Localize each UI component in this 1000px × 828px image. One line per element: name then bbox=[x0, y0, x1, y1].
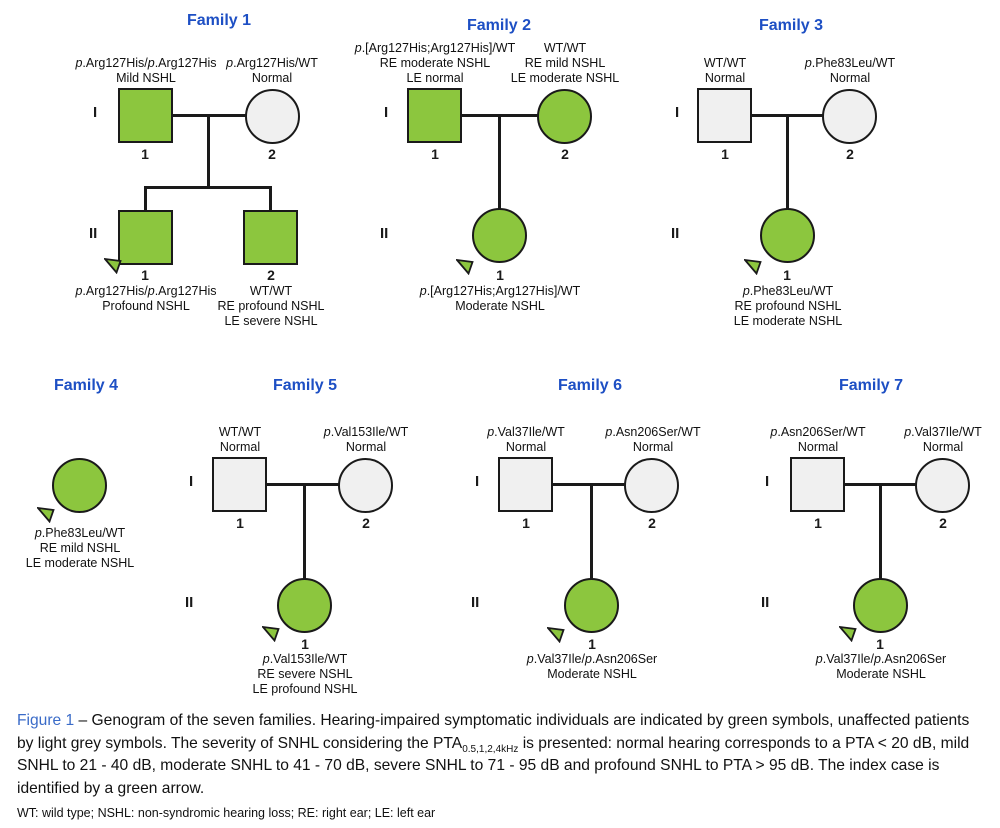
person-II-1-symbol bbox=[853, 578, 908, 633]
child-line bbox=[144, 187, 147, 211]
person-number: 2 bbox=[846, 146, 854, 162]
generation-label-I: I bbox=[93, 104, 98, 121]
person-II-1-symbol bbox=[277, 578, 332, 633]
family-title: Family 4 bbox=[53, 377, 119, 394]
descent-line bbox=[786, 115, 789, 209]
index-case-arrow-icon bbox=[456, 257, 474, 275]
genotype-label: WT/WT bbox=[703, 56, 747, 70]
phenotype-label: Moderate NSHL bbox=[836, 667, 926, 681]
person-I-2-symbol bbox=[338, 458, 393, 513]
genotype-label: p.[Arg127His;Arg127His]/WT bbox=[354, 41, 516, 55]
person-I-1-symbol bbox=[498, 457, 553, 512]
person-II-1-label bbox=[791, 652, 971, 682]
phenotype-label: Normal bbox=[922, 440, 964, 454]
person-number: 2 bbox=[268, 146, 276, 162]
person-II-1-label bbox=[698, 284, 878, 329]
index-case-arrow-icon bbox=[839, 624, 857, 642]
phenotype-label: LE profound NSHL bbox=[252, 682, 358, 696]
family-title: Family 2 bbox=[466, 17, 532, 34]
genotype-label: p.Val153Ile/WT bbox=[323, 425, 409, 439]
person-number: 1 bbox=[431, 146, 439, 162]
descent-line bbox=[498, 115, 501, 209]
person-I-2-label bbox=[853, 425, 1000, 455]
phenotype-label: Normal bbox=[632, 440, 674, 454]
index-case-arrow-icon bbox=[37, 505, 55, 523]
person-II-1-label bbox=[410, 284, 590, 314]
generation-label-II: II bbox=[471, 594, 480, 611]
phenotype-label: RE moderate NSHL bbox=[379, 56, 491, 70]
person-number: 1 bbox=[721, 146, 729, 162]
family-title: Family 6 bbox=[557, 377, 623, 394]
person-I-2-symbol bbox=[624, 458, 679, 513]
phenotype-label: Normal bbox=[704, 71, 746, 85]
descent-line bbox=[207, 115, 210, 187]
index-case-arrow-icon bbox=[262, 624, 280, 642]
phenotype-label: Normal bbox=[251, 71, 293, 85]
genotype-label: WT/WT bbox=[543, 41, 587, 55]
generation-label-II: II bbox=[185, 594, 194, 611]
genotype-label: p.Arg127His/p.Arg127His bbox=[75, 284, 217, 298]
phenotype-label: LE moderate NSHL bbox=[510, 71, 620, 85]
person-II-1-label bbox=[215, 652, 395, 697]
pta-subscript: 0.5,1,2,4kHz bbox=[462, 743, 519, 755]
phenotype-label: Moderate NSHL bbox=[455, 299, 545, 313]
generation-label-I: I bbox=[765, 473, 770, 490]
figure-caption bbox=[17, 710, 985, 821]
phenotype-label: Moderate NSHL bbox=[547, 667, 637, 681]
descent-line bbox=[879, 484, 882, 579]
phenotype-label: RE mild NSHL bbox=[524, 56, 606, 70]
generation-label-I: I bbox=[475, 473, 480, 490]
person-number: 1 bbox=[588, 636, 596, 652]
person-I-1-symbol bbox=[212, 457, 267, 512]
genotype-label: p.Val37Ile/WT bbox=[904, 425, 982, 439]
person-I-2-symbol bbox=[537, 89, 592, 144]
person-II-2-symbol bbox=[243, 210, 298, 265]
phenotype-label: Normal bbox=[829, 71, 871, 85]
person-number: 2 bbox=[362, 515, 370, 531]
person-number: 1 bbox=[496, 267, 504, 283]
person-I-2-label bbox=[563, 425, 743, 455]
genotype-label: p.Phe83Leu/WT bbox=[34, 526, 126, 540]
genotype-label: p.[Arg127His;Arg127His]/WT bbox=[419, 284, 581, 298]
phenotype-label: Normal bbox=[797, 440, 839, 454]
generation-label-II: II bbox=[380, 225, 389, 242]
genotype-label: p.Asn206Ser/WT bbox=[605, 425, 701, 439]
person-number: 1 bbox=[236, 515, 244, 531]
phenotype-label: RE severe NSHL bbox=[257, 667, 353, 681]
genotype-label: WT/WT bbox=[218, 425, 262, 439]
descent-line bbox=[303, 484, 306, 579]
child-line bbox=[269, 187, 272, 211]
genotype-label: p.Val37Ile/p.Asn206Ser bbox=[526, 652, 658, 666]
phenotype-label: RE profound NSHL bbox=[734, 299, 842, 313]
person-number: 1 bbox=[814, 515, 822, 531]
person-I-2-label bbox=[182, 56, 362, 86]
person-I-2-symbol bbox=[915, 458, 970, 513]
person-II-1-symbol bbox=[118, 210, 173, 265]
index-case-arrow-icon bbox=[547, 625, 565, 643]
person-I-1-symbol bbox=[697, 88, 752, 143]
person-I-2-label bbox=[276, 425, 456, 455]
genotype-label: p.Arg127His/p.Arg127His bbox=[75, 56, 217, 70]
phenotype-label: Profound NSHL bbox=[102, 299, 190, 313]
genotype-label: p.Val37Ile/p.Asn206Ser bbox=[815, 652, 947, 666]
person-II-1-symbol bbox=[564, 578, 619, 633]
person-I-2-symbol bbox=[245, 89, 300, 144]
person-number: 2 bbox=[561, 146, 569, 162]
phenotype-label: RE profound NSHL bbox=[217, 299, 325, 313]
person-number: 1 bbox=[141, 267, 149, 283]
person-I-1-symbol bbox=[790, 457, 845, 512]
person-number: 1 bbox=[301, 636, 309, 652]
phenotype-label: Mild NSHL bbox=[116, 71, 176, 85]
sibship-line bbox=[144, 186, 272, 189]
person-I-2-symbol bbox=[822, 89, 877, 144]
person-I-2-label bbox=[475, 41, 655, 86]
generation-label-I: I bbox=[384, 104, 389, 121]
generation-label-II: II bbox=[89, 225, 98, 242]
generation-label-II: II bbox=[761, 594, 770, 611]
person-I-1-symbol bbox=[118, 88, 173, 143]
caption-footnote: WT: wild type; NSHL: non-syndromic hearing loss; RE: right ear; LE: left ear bbox=[17, 806, 436, 820]
family-title: Family 7 bbox=[838, 377, 904, 394]
person-1-symbol bbox=[52, 458, 107, 513]
phenotype-label: LE normal bbox=[406, 71, 464, 85]
genotype-label: WT/WT bbox=[249, 284, 293, 298]
person-number: 1 bbox=[783, 267, 791, 283]
index-case-arrow-icon bbox=[104, 256, 122, 274]
family-title: Family 5 bbox=[272, 377, 338, 394]
phenotype-label: LE moderate NSHL bbox=[733, 314, 843, 328]
genotype-label: p.Phe83Leu/WT bbox=[742, 284, 834, 298]
index-case-arrow-icon bbox=[744, 257, 762, 275]
person-II-1-label bbox=[502, 652, 682, 682]
caption-text bbox=[17, 710, 985, 800]
genotype-label: p.Asn206Ser/WT bbox=[770, 425, 866, 439]
generation-label-I: I bbox=[675, 104, 680, 121]
family-title: Family 3 bbox=[758, 17, 824, 34]
person-number: 1 bbox=[522, 515, 530, 531]
caption-body-before: – Genogram of the seven families. Hearing-impaired symptomatic individuals are indicated by green symbols, unaffected patients by light grey symbols. The severity of SNHL considering the PTA bbox=[17, 712, 970, 752]
person-II-1-symbol bbox=[472, 208, 527, 263]
phenotype-label: RE mild NSHL bbox=[39, 541, 121, 555]
person-1-label bbox=[0, 526, 170, 571]
figure-label: Figure 1 bbox=[17, 712, 75, 729]
phenotype-label: Normal bbox=[219, 440, 261, 454]
caption-body-after: is presented: normal hearing corresponds to a PTA < 20 dB, mild SNHL to 21 - 40 dB, moderate SNHL to 41 - 70 dB, severe SNHL to 71 - 95 dB and profound SNHL to PTA > 95 dB. The index case is identified by a green arrow. bbox=[17, 734, 970, 797]
genotype-label: p.Phe83Leu/WT bbox=[804, 56, 896, 70]
person-number: 1 bbox=[876, 636, 884, 652]
generation-label-I: I bbox=[189, 473, 194, 490]
person-number: 2 bbox=[267, 267, 275, 283]
generation-label-II: II bbox=[671, 225, 680, 242]
couple-line bbox=[551, 483, 627, 486]
genotype-label: p.Val37Ile/WT bbox=[487, 425, 565, 439]
genotype-label: p.Arg127His/WT bbox=[226, 56, 318, 70]
person-number: 2 bbox=[939, 515, 947, 531]
person-I-1-symbol bbox=[407, 88, 462, 143]
phenotype-label: LE severe NSHL bbox=[224, 314, 318, 328]
person-II-2-label bbox=[181, 284, 361, 329]
descent-line bbox=[590, 484, 593, 579]
person-II-1-symbol bbox=[760, 208, 815, 263]
genotype-label: p.Val153Ile/WT bbox=[262, 652, 348, 666]
phenotype-label: Normal bbox=[345, 440, 387, 454]
person-number: 2 bbox=[648, 515, 656, 531]
phenotype-label: Normal bbox=[505, 440, 547, 454]
person-I-2-label bbox=[760, 56, 940, 86]
family-title: Family 1 bbox=[186, 12, 252, 29]
phenotype-label: LE moderate NSHL bbox=[25, 556, 135, 570]
person-number: 1 bbox=[141, 146, 149, 162]
